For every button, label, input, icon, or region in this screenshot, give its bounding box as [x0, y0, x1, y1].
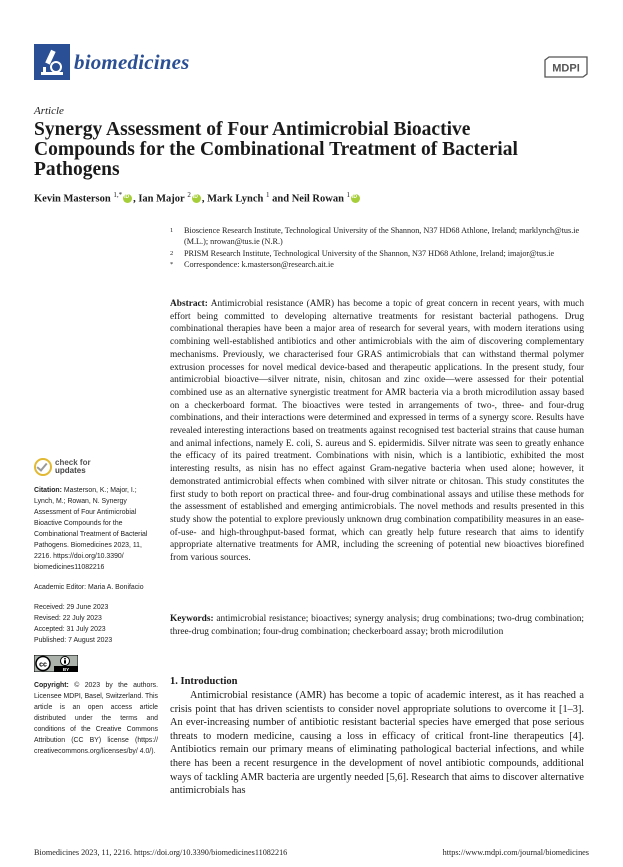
copyright-text: © 2023 by the authors. Licensee MDPI, Basel, Switzerland. This article is an open access article distributed under the terms and conditions of the Creative Commons Attribution (CC BY) license (https:// creativecommons.org/licenses/by/ 4.0/).: [34, 682, 158, 755]
mdpi-logo-text: MDPI: [552, 62, 580, 75]
footer-citation[interactable]: Biomedicines 2023, 11, 2216. https://doi.org/10.3390/biomedicines11082216: [34, 848, 288, 857]
author-name[interactable]: Mark Lynch: [207, 193, 264, 205]
keywords-text: antimicrobial resistance; bioactives; synergy analysis; drug combinations; two-drug combination; three-drug combination; four-drug combination; checkerboard assay; broth microdilution: [170, 614, 585, 637]
section-heading-introduction: 1. Introduction: [170, 676, 238, 687]
affiliation-mark: *: [170, 261, 174, 269]
mdpi-logo[interactable]: [543, 56, 589, 83]
journal-logo[interactable]: [34, 44, 190, 80]
journal-header: [34, 44, 589, 88]
author-name[interactable]: Neil Rowan: [291, 193, 344, 205]
footer-journal-url[interactable]: https://www.mdpi.com/journal/biomedicines: [442, 848, 589, 857]
correspondence-text: Correspondence: k.masterson@research.ait.ie: [184, 260, 334, 270]
date-published: Published: 7 August 2023: [34, 637, 113, 644]
check-updates-label-1: check for: [55, 458, 91, 467]
check-updates-icon: [34, 458, 52, 476]
author-name[interactable]: Kevin Masterson: [34, 193, 111, 205]
article-type: Article: [34, 105, 64, 117]
introduction-paragraph: Antimicrobial resistance (AMR) has become a topic of academic interest, as it has reached a crisis point that has driven scientists to consider novel appropriate solutions to overcome it [1–3]. An ever-increasing number of antibiotic resistant bacterial species have emerged that pose serious threats to modern medicine, causing a loss in efficacy of critical front-line therapeutics [4]. Antibiotics remain our primary means of eliminating pathological bacterial infections, and while there has been a recent resurgence in the development of novel antibiotic compounds, additional ways of tackling AMR bacteria are urgently needed [5,6]. Research that aims to discover alternative antimicrobials has: [170, 690, 584, 797]
orcid-icon[interactable]: [192, 194, 201, 203]
affiliation-text: Bioscience Research Institute, Technological University of the Shannon, N37 HD68 Athlone, Ireland; marklynch@tus.ie (M.L.); nrowan@tus.ie (N.R.): [184, 226, 580, 247]
author-affil-sup: 1: [346, 191, 351, 199]
author-and: and: [272, 193, 290, 205]
affiliation-item: [170, 259, 590, 270]
microscope-logo-icon: [34, 44, 70, 80]
affiliation-text: PRISM Research Institute, Technological University of the Shannon, N37 HD68 Athlone, Ireland; imajor@tus.ie: [184, 248, 555, 258]
abstract-label: Abstract:: [170, 299, 208, 309]
check-for-updates-button[interactable]: [34, 458, 158, 476]
cc-badge-text: BY: [62, 667, 70, 672]
publication-dates: [34, 602, 158, 646]
citation-text: Masterson, K.; Major, I.; Lynch, M.; Rowan, N. Synergy Assessment of Four Antimicrobial Bioactive Compounds for the Combinational Treatment of Bacterial Pathogens. Biomedicines 2023, 11, 2216. https://doi.org/10.3390/ biomedicines11082216: [34, 487, 148, 571]
cc-by-license-icon[interactable]: [34, 655, 158, 676]
academic-editor: Academic Editor: Maria A. Bonifacio: [34, 584, 144, 591]
affiliation-mark: 2: [170, 249, 174, 257]
author-name[interactable]: Ian Major: [138, 193, 185, 205]
orcid-icon[interactable]: [123, 194, 132, 203]
affiliations: [170, 225, 590, 271]
date-revised: Revised: 22 July 2023: [34, 615, 102, 622]
copyright: [34, 680, 158, 757]
article-sidebar: [34, 458, 158, 766]
article-title: Synergy Assessment of Four Antimicrobial Bioactive Compounds for the Combinational Treatment of Bacterial Pathogens: [34, 119, 518, 180]
author-list: Kevin Masterson $^{1,*}$iD , Ian Major $^2$iD , Mark Lynch $^1$ and Neil Rowan $^1$iD: [34, 191, 361, 205]
affiliation-mark: 1: [170, 227, 174, 234]
citation-label: Citation:: [34, 487, 62, 494]
journal-name: biomedicines: [74, 49, 190, 74]
keywords: [170, 613, 584, 638]
svg-text:cc: cc: [39, 661, 47, 669]
author-affil-sup: 1: [266, 191, 270, 199]
date-accepted: Accepted: 31 July 2023: [34, 626, 106, 633]
affiliation-item: [170, 248, 590, 259]
date-received: Received: 29 June 2023: [34, 604, 109, 611]
author-affil-sup: 1,*: [113, 191, 123, 199]
citation: [34, 485, 158, 573]
abstract-text: Antimicrobial resistance (AMR) has become a topic of great concern in recent years, with much effort being committed to developing alternative treatments for resistant bacterial pathogens. Drug combinational therapies have been a major area of research for several years, with modern iterations using combining well-established antibiotics and other antimicrobials with the aim of discovering complementary mechanisms. Previously, we characterised four GRAS antimicrobials that can withstand thermal polymer extrusion processes for novel medical device-based and therapeutic applications. In the present study, four antimicrobial bioactive—silver nitrate, nisin, chitosan and zinc oxide—were assessed for their potential combined use as an alternative synergistic treatment for AMR bacteria via a broth microdilution assay based on a checkerboard format. The bioactives were tested in arrangements of two-, three- and four-drug combinations, and their interactions were determined and expressed in terms of a synergy score. Results have revealed interesting interactions based on treatments against recognised test bacterial strains that cause human and animal infections, namely E. coli, S. aureus and S. epidermidis. Silver nitrate was seen to greatly enhance the efficacy of its paired treatment. Combinations with nisin, which is a lantibiotic, exhibited the most interesting results, as nisin has no effect against Gram-negative bacteria when used alone; however, it demonstrated antimicrobial effects when combined with silver nitrate or chitosan. This study constitutes the first study to both report on practical three- and four-drug combinational assays and utilise these methods for the assessment of established and emerging antimicrobials. The novel methods and results presented in this study show the potential to explore previously unknown drug combination compatibility measures in an ease-of-use- and high-throughput-based format, which can greatly help future research that aims to identify appropriate alternative treatments for AMR, including the screening of potential new bioactives biorefined from various sources.: [170, 299, 585, 564]
orcid-icon[interactable]: [351, 194, 360, 203]
affiliation-item: [170, 225, 590, 248]
check-updates-label-2: updates: [55, 466, 86, 475]
author-affil-sup: 2: [187, 191, 191, 199]
keywords-label: Keywords:: [170, 614, 214, 624]
copyright-label: Copyright:: [34, 682, 69, 689]
abstract: [170, 298, 584, 565]
